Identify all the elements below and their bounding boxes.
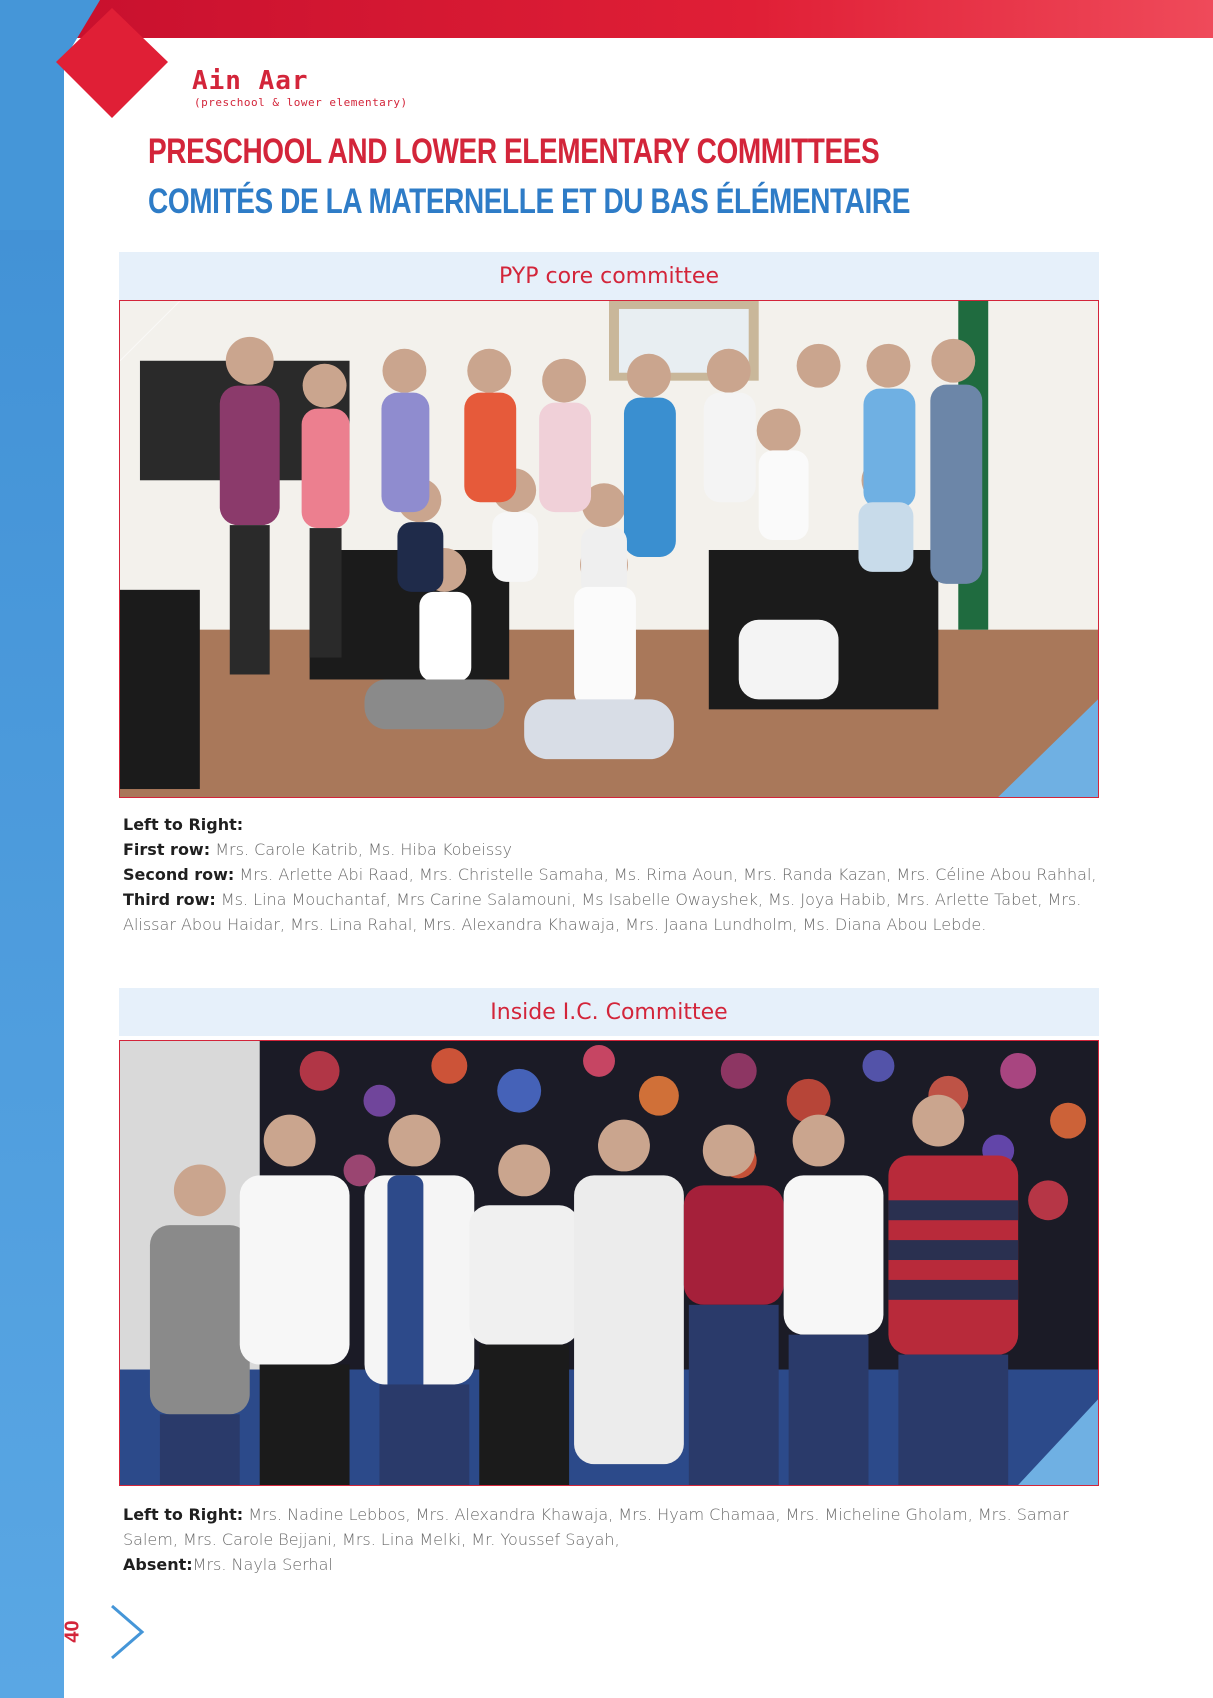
section2-band — [119, 988, 1099, 1036]
section1-band — [119, 252, 1099, 300]
first-row-names: Mrs. Carole Katrib, Ms. Hiba Kobeissy — [215, 840, 513, 859]
page-chevron-icon — [108, 1602, 148, 1662]
section2-title: Inside I.C. Committee — [490, 999, 728, 1025]
caption2-label: Left to Right: — [123, 1505, 244, 1524]
section2-names: Mrs. Nadine Lebbos, Mrs. Alexandra Khawaja, Mrs. Hyam Chamaa, Mrs. Micheline Gholam, Mrs. Samar Salem, Mrs. Carole Bejjani, Mrs. Lina Melki, Mr. Youssef Sayah, — [123, 1505, 1069, 1549]
top-red-bar — [60, 0, 1213, 38]
absent-label: Absent: — [123, 1555, 193, 1574]
school-subtitle: (preschool & lower elementary) — [194, 96, 408, 109]
caption1-intro: Left to Right: — [123, 815, 244, 834]
page-number: 40 — [61, 1620, 84, 1643]
left-band-gap — [64, 0, 74, 1698]
page-title-en: PRESCHOOL AND LOWER ELEMENTARY COMMITTEES — [148, 132, 880, 171]
pyp-committee-photo — [119, 300, 1099, 798]
first-row-label: First row: — [123, 840, 211, 859]
third-row-names: Ms. Lina Mouchantaf, Mrs Carine Salamouni, Ms Isabelle Owayshek, Ms. Joya Habib, Mrs. Arlette Tabet, Mrs. Alissar Abou Haidar, Mrs. Lina Rahal, Mrs. Alexandra Khawaja, Mrs. Jaana Lundholm, Ms. Diana Abou Lebde. — [123, 890, 1082, 934]
second-row-names: Mrs. Arlette Abi Raad, Mrs. Christelle Samaha, Ms. Rima Aoun, Mrs. Randa Kazan, Mrs. Céline Abou Rahhal, — [239, 865, 1097, 884]
absent-names: Mrs. Nayla Serhal — [192, 1555, 333, 1574]
section1-caption — [123, 812, 1103, 937]
school-name: Ain Aar — [192, 66, 309, 96]
left-blue-band — [0, 0, 64, 1698]
ic-committee-photo — [119, 1040, 1099, 1486]
third-row-label: Third row: — [123, 890, 216, 909]
second-row-label: Second row: — [123, 865, 235, 884]
page-title-fr: COMITÉS DE LA MATERNELLE ET DU BAS ÉLÉMENTAIRE — [148, 182, 910, 221]
section2-caption — [123, 1502, 1103, 1577]
section1-title: PYP core committee — [499, 263, 719, 289]
